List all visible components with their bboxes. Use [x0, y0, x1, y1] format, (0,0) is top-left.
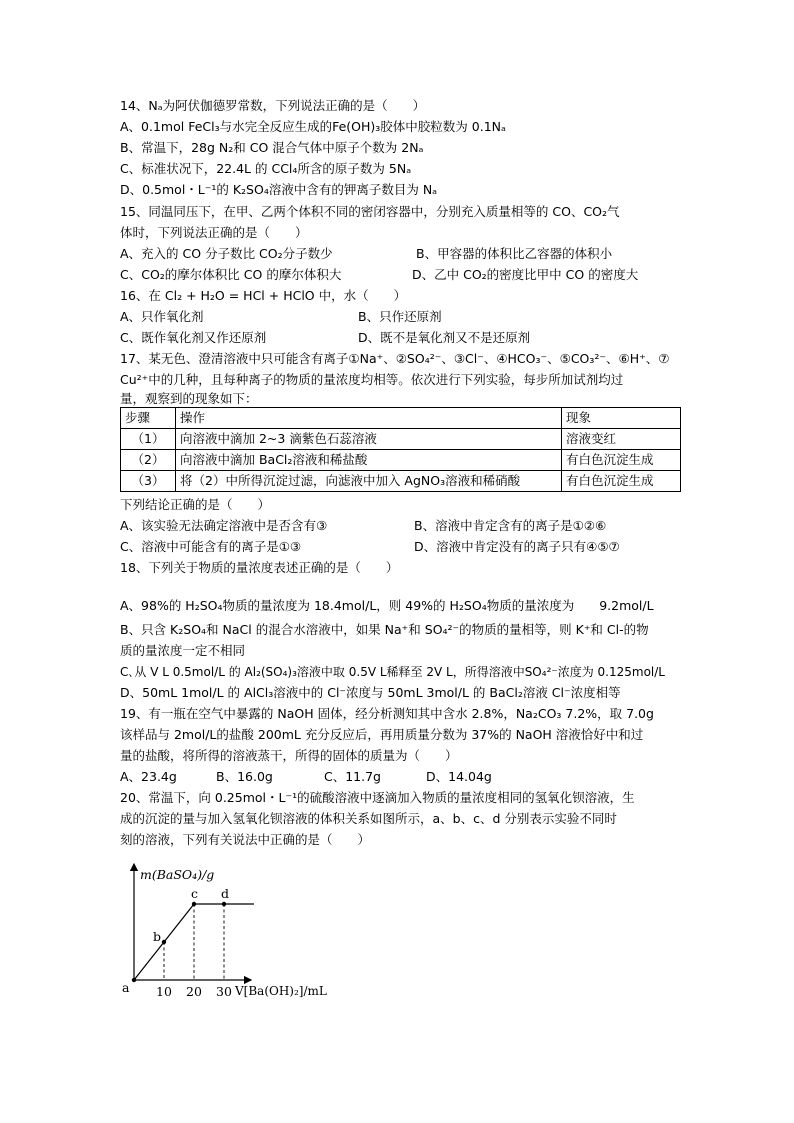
- point-label-b: b: [153, 929, 162, 944]
- q17-option-c: C、溶液中可能含有的离子是①③: [120, 539, 302, 554]
- point-label-c: c: [191, 886, 199, 901]
- q16-option-d: D、既不是氧化剂又不是还原剂: [358, 330, 531, 345]
- q18-option-b-line2: 质的量浓度一定不相同: [120, 643, 246, 658]
- header-step: 步骤: [121, 408, 176, 429]
- data-point-c: [192, 902, 196, 906]
- q18-option-d: D、50mL 1mol/L 的 AlCl₃溶液中的 Cl⁻浓度与 50mL 3mol/L 的 BaCl₂溶液 Cl⁻浓度相等: [120, 685, 621, 700]
- q15-option-b: B、甲容器的体积比乙容器的体积小: [416, 246, 613, 261]
- table-cell: 溶液变红: [562, 429, 681, 450]
- header-operation: 操作: [176, 408, 562, 429]
- x-tick-label: 10: [156, 984, 172, 999]
- q19-option-b: B、16.0g: [216, 769, 273, 784]
- table-cell: 向溶液中滴加 BaCl₂溶液和稀盐酸: [176, 450, 562, 471]
- q19-option-a: A、23.4g: [120, 769, 177, 784]
- table-row: [121, 450, 681, 471]
- q19-stem-line2: 该样品与 2mol/L的盐酸 200mL 充分反应后，再用质量分数为 37%的 NaOH 溶液恰好中和过: [120, 727, 644, 742]
- q16-option-b: B、只作还原剂: [358, 309, 442, 324]
- q19-stem-line1: 19、有一瓶在空气中暴露的 NaOH 固体，经分析测知其中含水 2.8%，Na₂CO₃ 7.2%，取 7.0g: [120, 706, 654, 721]
- q17-stem-line2: Cu²⁺中的几种，且每种离子的物质的量浓度均相等。依次进行下列实验，每步所加试剂均过: [120, 372, 624, 387]
- table-cell: （1）: [121, 429, 176, 450]
- table-cell: 将（2）中所得沉淀过滤，向滤液中加入 AgNO₃溶液和稀硝酸: [176, 471, 562, 492]
- q17-experiment-table: [120, 407, 681, 492]
- q17-stem-line3: 量，观察到的现象如下：: [120, 391, 258, 406]
- table-row: [121, 471, 681, 492]
- header-phenomenon: 现象: [562, 408, 681, 429]
- y-axis-label: m(BaSO₄)/g: [140, 867, 215, 882]
- q15-stem-line1: 15、同温同压下，在甲、乙两个体积不同的密闭容器中，分别充入质量相等的 CO、CO₂气: [120, 204, 620, 219]
- q14-option-d: D、0.5mol・L⁻¹的 K₂SO₄溶液中含有的钾离子数目为 Nₐ: [120, 182, 438, 197]
- q15-option-d: D、乙中 CO₂的密度比甲中 CO 的密度大: [412, 267, 639, 282]
- q20-stem-line3: 刻的溶液，下列有关说法中正确的是（ ）: [120, 832, 371, 847]
- q15-option-c: C、CO₂的摩尔体积比 CO 的摩尔体积大: [120, 267, 342, 282]
- data-point-a: [132, 978, 136, 982]
- q14-option-b: B、常温下，28g N₂和 CO 混合气体中原子个数为 2Nₐ: [120, 140, 424, 155]
- x-axis-label: V[Ba(OH)₂]/mL: [235, 984, 327, 998]
- q16-stem: 16、在 Cl₂ + H₂O = HCl + HClO 中，水（ ）: [120, 288, 407, 303]
- q17-option-a: A、该实验无法确定溶液中是否含有③: [120, 518, 328, 533]
- point-label-a: a: [122, 980, 130, 995]
- data-point-d: [222, 902, 226, 906]
- q15-option-a: A、充入的 CO 分子数比 CO₂分子数少: [120, 246, 333, 261]
- table-cell: 有白色沉淀生成: [562, 450, 681, 471]
- x-tick-label: 20: [186, 984, 202, 999]
- data-point-b: [162, 940, 166, 944]
- q20-stem-line1: 20、常温下，向 0.25mol・L⁻¹的硫酸溶液中逐滴加入物质的量浓度相同的氢氧化钡溶液，生: [120, 790, 635, 805]
- q16-option-a: A、只作氧化剂: [120, 309, 204, 324]
- baso4-chart: [118, 856, 348, 1001]
- q17-option-b: B、溶液中肯定含有的离子是①②⑥: [414, 518, 607, 533]
- q18-stem: 18、下列关于物质的量浓度表述正确的是（ ）: [120, 560, 399, 575]
- table-cell: 有白色沉淀生成: [562, 471, 681, 492]
- table-cell: （2）: [121, 450, 176, 471]
- table-header-row: [121, 408, 681, 429]
- q17-stem-line1: 17、某无色、澄清溶液中只可能含有离子①Na⁺、②SO₄²⁻、③Cl⁻、④HCO₃⁻、⑤CO₃²⁻、⑥H⁺、⑦: [120, 351, 670, 366]
- q19-option-d: D、14.04g: [426, 769, 492, 784]
- q16-option-c: C、既作氧化剂又作还原剂: [120, 330, 267, 345]
- q18-option-a: A、98%的 H₂SO₄物质的量浓度为 18.4mol/L，则 49%的 H₂SO₄物质的量浓度为 9.2mol/L: [120, 598, 654, 613]
- q18-option-b-line1: B、只含 K₂SO₄和 NaCl 的混合水溶液中，如果 Na⁺和 SO₄²⁻的物质的量相等，则 K⁺和 Cl-的物: [120, 622, 649, 637]
- q19-option-c: C、11.7g: [324, 769, 381, 784]
- q17-conclusion-prompt: 下列结论正确的是（ ）: [120, 497, 271, 512]
- q17-option-d: D、溶液中肯定没有的离子只有④⑤⑦: [414, 539, 620, 554]
- q14-option-c: C、标准状况下，22.4L 的 CCl₄所含的原子数为 5Nₐ: [120, 161, 412, 176]
- point-label-d: d: [221, 886, 230, 901]
- q18-option-c: C､从 V L 0.5mol/L 的 Al₂(SO₄)₃溶液中取 0.5V L稀释至 2V L，所得溶液中SO₄²⁻浓度为 0.125mol/L: [120, 665, 665, 679]
- x-tick-label: 30: [216, 984, 232, 999]
- q20-stem-line2: 成的沉淀的量与加入氢氧化钡溶液的体积关系如图所示，a、b、c、d 分别表示实验不同时: [120, 811, 617, 826]
- q14-stem: 14、Nₐ为阿伏伽德罗常数，下列说法正确的是（ ）: [120, 98, 426, 113]
- q19-stem-line3: 量的盐酸，将所得的溶液蒸干，所得的固体的质量为（ ）: [120, 748, 458, 763]
- table-row: [121, 429, 681, 450]
- q15-stem-line2: 体时，下列说法正确的是（ ）: [120, 225, 308, 240]
- table-cell: （3）: [121, 471, 176, 492]
- q14-option-a: A、0.1mol FeCl₃与水完全反应生成的Fe(OH)₃胶体中胶粒数为 0.1Nₐ: [120, 119, 506, 134]
- table-cell: 向溶液中滴加 2~3 滴紫色石蕊溶液: [176, 429, 562, 450]
